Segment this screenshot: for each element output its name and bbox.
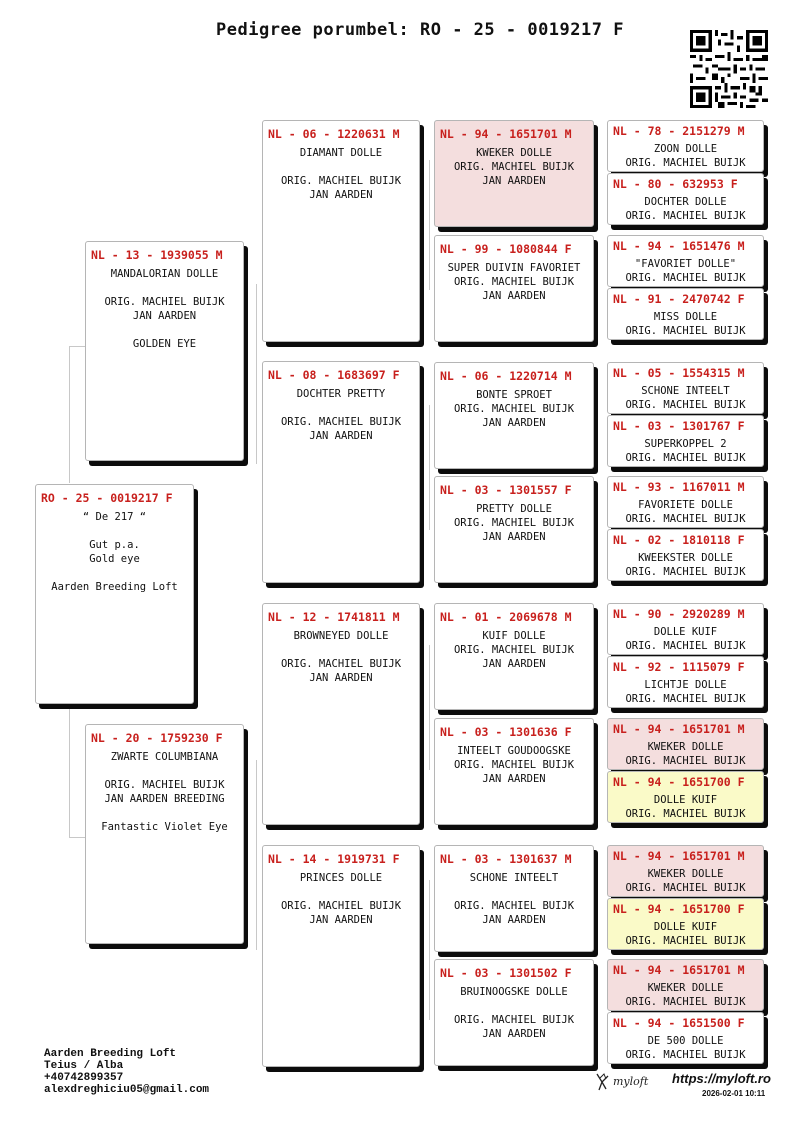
ring-number: NL - 94 - 1651476 M	[613, 239, 745, 253]
pigeon-details: DOLLE KUIF ORIG. MACHIEL BUIJK	[625, 794, 746, 820]
ring-number: NL - 94 - 1651701 M	[613, 963, 745, 977]
ring-number: NL - 91 - 2470742 F	[613, 292, 745, 306]
ring-number: NL - 06 - 1220714 M	[440, 369, 572, 383]
pigeon-details: MANDALORIAN DOLLE ORIG. MACHIEL BUIJK JAN AARDEN GOLDEN EYE	[104, 268, 225, 350]
pigeon-card[interactable]	[85, 241, 244, 461]
pigeon-details: DOCHTER DOLLE ORIG. MACHIEL BUIJK	[625, 196, 746, 222]
connector-line	[69, 705, 86, 838]
pigeon-details: MISS DOLLE ORIG. MACHIEL BUIJK	[625, 311, 746, 337]
ring-number: NL - 80 - 632953 F	[613, 177, 738, 191]
pigeon-details: BROWNEYED DOLLE ORIG. MACHIEL BUIJK JAN AARDEN	[280, 630, 402, 684]
pigeon-card[interactable]	[607, 235, 764, 287]
pigeon-card[interactable]	[607, 362, 764, 414]
breeder-location: Teius / Alba	[44, 1060, 124, 1072]
ring-number: NL - 94 - 1651701 M	[440, 127, 572, 141]
pigeon-details: KWEKER DOLLE ORIG. MACHIEL BUIJK	[625, 982, 746, 1008]
pigeon-card[interactable]	[607, 959, 764, 1011]
pigeon-details: DIAMANT DOLLE ORIG. MACHIEL BUIJK JAN AARDEN	[280, 147, 402, 201]
pigeon-card[interactable]	[85, 724, 244, 944]
ring-number: RO - 25 - 0019217 F	[41, 491, 173, 505]
ring-number: NL - 13 - 1939055 M	[91, 248, 223, 262]
myloft-logo-icon	[594, 1070, 662, 1094]
pigeon-details: DOLLE KUIF ORIG. MACHIEL BUIJK	[625, 921, 746, 947]
pigeon-details: SUPERKOPPEL 2 ORIG. MACHIEL BUIJK	[625, 438, 746, 464]
website-link[interactable]: https://myloft.ro	[672, 1071, 771, 1086]
pigeon-details: KWEKER DOLLE ORIG. MACHIEL BUIJK	[625, 868, 746, 894]
svg-text:myloft: myloft	[613, 1075, 649, 1088]
ring-number: NL - 03 - 1301767 F	[613, 419, 745, 433]
pigeon-card[interactable]	[607, 718, 764, 770]
breeder-email: alexdreghiciu05@gmail.com	[44, 1084, 210, 1096]
pigeon-card[interactable]	[434, 120, 594, 227]
pigeon-card[interactable]	[607, 476, 764, 528]
breeder-phone: +40742899357	[44, 1072, 124, 1084]
pigeon-details: DOCHTER PRETTY ORIG. MACHIEL BUIJK JAN AARDEN	[280, 388, 402, 442]
pigeon-card[interactable]	[262, 603, 420, 825]
pigeon-details: BONTE SPROET ORIG. MACHIEL BUIJK JAN AARDEN	[453, 389, 575, 429]
pigeon-details: PRETTY DOLLE ORIG. MACHIEL BUIJK JAN AARDEN	[453, 503, 575, 543]
pigeon-card[interactable]	[607, 845, 764, 897]
pigeon-card[interactable]	[434, 476, 594, 583]
pigeon-card[interactable]	[434, 718, 594, 825]
pigeon-details: ZWARTE COLUMBIANA ORIG. MACHIEL BUIJK JAN AARDEN BREEDING Fantastic Violet Eye	[101, 751, 228, 833]
ring-number: NL - 03 - 1301637 M	[440, 852, 572, 866]
ring-number: NL - 94 - 1651500 F	[613, 1016, 745, 1030]
ring-number: NL - 90 - 2920289 M	[613, 607, 745, 621]
pigeon-details: SUPER DUIVIN FAVORIET ORIG. MACHIEL BUIJK JAN AARDEN	[447, 262, 581, 302]
ring-number: NL - 08 - 1683697 F	[268, 368, 400, 382]
pigeon-details: LICHTJE DOLLE ORIG. MACHIEL BUIJK	[625, 679, 746, 705]
pigeon-details: DOLLE KUIF ORIG. MACHIEL BUIJK	[625, 626, 746, 652]
pigeon-card[interactable]	[434, 235, 594, 342]
pigeon-details: KWEKER DOLLE ORIG. MACHIEL BUIJK JAN AARDEN	[453, 147, 575, 187]
ring-number: NL - 03 - 1301636 F	[440, 725, 572, 739]
pigeon-card[interactable]	[607, 173, 764, 225]
pigeon-details: KWEKER DOLLE ORIG. MACHIEL BUIJK	[625, 741, 746, 767]
pigeon-card[interactable]	[262, 120, 420, 342]
pigeon-card[interactable]	[607, 771, 764, 823]
pigeon-details: PRINCES DOLLE ORIG. MACHIEL BUIJK JAN AARDEN	[280, 872, 402, 926]
pigeon-card[interactable]	[607, 288, 764, 340]
breeder-name: Aarden Breeding Loft	[44, 1048, 177, 1060]
pigeon-details: KUIF DOLLE ORIG. MACHIEL BUIJK JAN AARDEN	[453, 630, 575, 670]
pigeon-card[interactable]	[262, 361, 420, 583]
pigeon-details: ZOON DOLLE ORIG. MACHIEL BUIJK	[625, 143, 746, 169]
pigeon-details: "FAVORIET DOLLE" ORIG. MACHIEL BUIJK	[625, 258, 746, 284]
pigeon-details: KWEEKSTER DOLLE ORIG. MACHIEL BUIJK	[625, 552, 746, 578]
pigeon-card[interactable]	[434, 959, 594, 1066]
pigeon-card[interactable]	[607, 120, 764, 172]
pigeon-card[interactable]	[434, 845, 594, 952]
ring-number: NL - 94 - 1651700 F	[613, 775, 745, 789]
ring-number: NL - 02 - 1810118 F	[613, 533, 745, 547]
pigeon-card[interactable]	[607, 898, 764, 950]
ring-number: NL - 01 - 2069678 M	[440, 610, 572, 624]
pigeon-details: SCHONE INTEELT ORIG. MACHIEL BUIJK JAN AARDEN	[453, 872, 575, 926]
page-title: Pedigree porumbel: RO - 25 - 0019217 F	[216, 20, 624, 40]
qr-code-icon	[690, 30, 768, 108]
pigeon-details: “ De 217 “ Gut p.a. Gold eye Aarden Breeding Loft	[51, 511, 178, 593]
generated-timestamp: 2026-02-01 10:11	[702, 1089, 766, 1098]
pigeon-card[interactable]	[434, 362, 594, 469]
ring-number: NL - 03 - 1301557 F	[440, 483, 572, 497]
pigeon-card[interactable]	[607, 656, 764, 708]
pigeon-card[interactable]	[607, 1012, 764, 1064]
pigeon-card[interactable]	[434, 603, 594, 710]
ring-number: NL - 20 - 1759230 F	[91, 731, 223, 745]
pigeon-card[interactable]	[262, 845, 420, 1067]
pigeon-card[interactable]	[607, 603, 764, 655]
breeder-contact	[44, 1048, 209, 1096]
pigeon-details: BRUINOOGSKE DOLLE ORIG. MACHIEL BUIJK JAN AARDEN	[453, 986, 575, 1040]
pigeon-card[interactable]	[607, 415, 764, 467]
ring-number: NL - 14 - 1919731 F	[268, 852, 400, 866]
ring-number: NL - 93 - 1167011 M	[613, 480, 745, 494]
ring-number: NL - 78 - 2151279 M	[613, 124, 745, 138]
pigeon-card[interactable]	[35, 484, 194, 704]
pigeon-card[interactable]	[607, 529, 764, 581]
pigeon-details: FAVORIETE DOLLE ORIG. MACHIEL BUIJK	[625, 499, 746, 525]
connector-line	[69, 346, 86, 483]
ring-number: NL - 94 - 1651701 M	[613, 722, 745, 736]
pigeon-details: SCHONE INTEELT ORIG. MACHIEL BUIJK	[625, 385, 746, 411]
ring-number: NL - 03 - 1301502 F	[440, 966, 572, 980]
pigeon-details: INTEELT GOUDOOGSKE ORIG. MACHIEL BUIJK JAN AARDEN	[453, 745, 575, 785]
pigeon-details: DE 500 DOLLE ORIG. MACHIEL BUIJK	[625, 1035, 746, 1061]
ring-number: NL - 99 - 1080844 F	[440, 242, 572, 256]
ring-number: NL - 06 - 1220631 M	[268, 127, 400, 141]
ring-number: NL - 05 - 1554315 M	[613, 366, 745, 380]
ring-number: NL - 12 - 1741811 M	[268, 610, 400, 624]
ring-number: NL - 94 - 1651700 F	[613, 902, 745, 916]
ring-number: NL - 92 - 1115079 F	[613, 660, 745, 674]
ring-number: NL - 94 - 1651701 M	[613, 849, 745, 863]
